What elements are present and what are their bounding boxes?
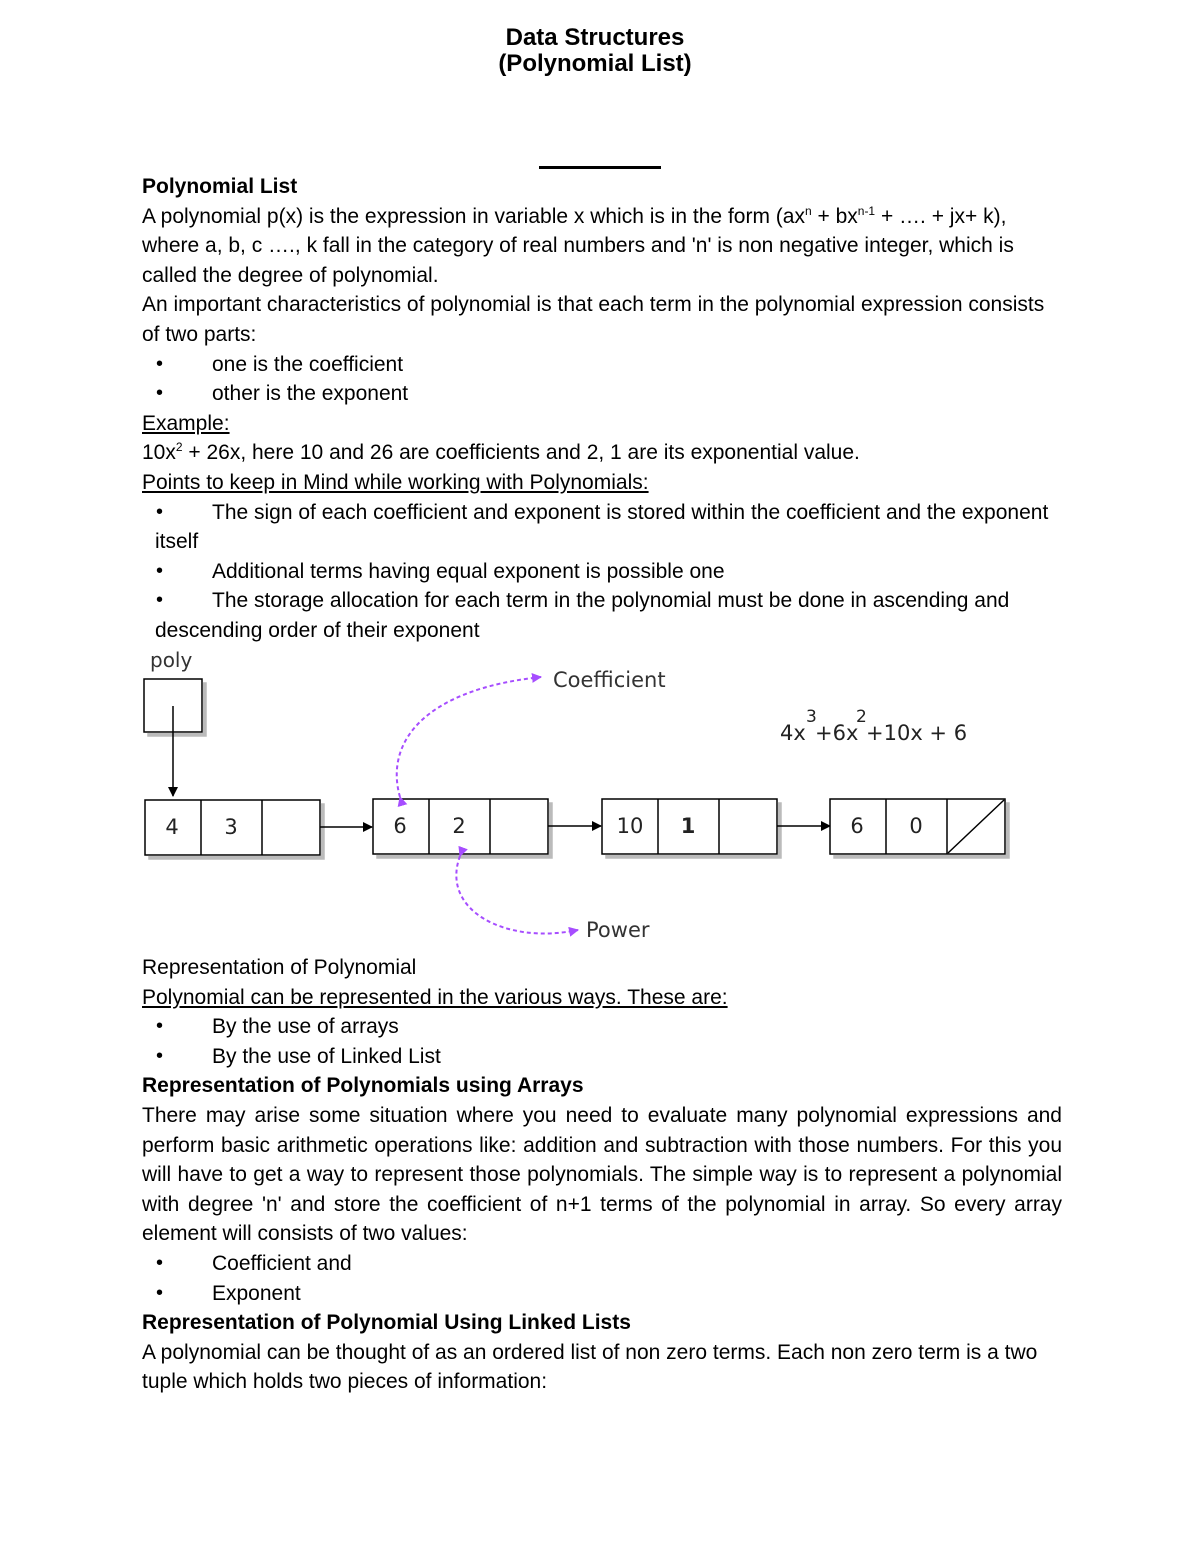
points-heading: Points to keep in Mind while working with Polynomials: [142, 470, 649, 494]
node-coefficient: 6 [850, 814, 864, 838]
power-pointer-arrow [456, 856, 578, 933]
expression-term: +10x + 6 [866, 721, 968, 745]
power-label: Power [586, 918, 650, 942]
poly-label: poly [150, 648, 193, 672]
list-item-exponent: • other is the exponent [142, 379, 1062, 409]
linked-list-paragraph: A polynomial can be thought of as an ordered list of non zero terms. Each non zero term is a two tuple which holds two pieces of information: [142, 1340, 1038, 1394]
array-value-item: • Exponent [142, 1279, 1062, 1309]
intro-paragraph: A polynomial p(x) is the expression in variable x which is in the form ($ax^n + bx^{n-1}$ + …. + jx+ k), where a, b, c …., k fall in the category of real numbers and 'n' is non negative integer, which is called the degree of polynomial. [142, 203, 1014, 287]
list-node [145, 800, 320, 855]
polynomial-list-section [142, 172, 1062, 646]
document-subtitle: (Polynomial List) [498, 50, 692, 77]
representation-section [142, 953, 1062, 1397]
expression-exponent: 3 [806, 707, 817, 727]
expression-term: +6x [815, 721, 859, 745]
document-title: Data Structures [505, 24, 685, 51]
way-item: • By the use of Linked List [142, 1042, 1062, 1072]
list-node [602, 799, 777, 854]
point-item: • The storage allocation for each term in the polynomial must be done in ascending and descending order of their exponent [142, 586, 1062, 645]
node-exponent: 3 [224, 815, 238, 839]
arrays-heading: Representation of Polynomials using Arrays [142, 1074, 584, 1098]
example-label: Example: [142, 411, 230, 435]
list-node [373, 799, 548, 854]
linked-list-diagram [0, 640, 1200, 955]
title-divider [539, 166, 661, 169]
linked-list-heading: Representation of Polynomial Using Linked Lists [142, 1311, 631, 1335]
ways-heading: Polynomial can be represented in the various ways. These are: [142, 985, 728, 1009]
node-coefficient: 10 [616, 814, 644, 838]
array-value-item: • Coefficient and [142, 1249, 1062, 1279]
arrays-paragraph: There may arise some situation where you need to evaluate many polynomial expressions and perform basic arithmetic operations like: addition and subtraction with those numbers. For this you will have to get a way to represent those polynomials. The simple way is to represent a polynomial with degree 'n' and store the coefficient of n+1 terms of the polynomial in array. So every array element will consists of two values: [142, 1103, 1062, 1246]
section-heading-polynomial-list: Polynomial List [142, 175, 298, 198]
characteristics-paragraph: An important characteristics of polynomial is that each term in the polynomial expression consists of two parts: [142, 293, 1045, 346]
node-coefficient: 6 [393, 814, 407, 838]
representation-title: Representation of Polynomial [142, 956, 417, 979]
node-exponent: 0 [909, 814, 923, 838]
coefficient-label: Coefficient [553, 668, 666, 692]
point-item: • Additional terms having equal exponent is possible one [142, 557, 1062, 587]
example-paragraph: $10x^2 + 26x$, here 10 and 26 are coefficients and 2, 1 are its exponential value. [142, 440, 860, 465]
list-node [830, 799, 1005, 854]
expression-term: 4x [780, 721, 806, 745]
polynomial-expression [780, 707, 967, 745]
list-item-coefficient: • one is the coefficient [142, 350, 1062, 380]
expression-exponent: 2 [856, 707, 867, 727]
coefficient-pointer-arrow [397, 677, 541, 797]
node-coefficient: 4 [165, 815, 179, 839]
node-exponent: 2 [452, 814, 466, 838]
node-exponent: 1 [680, 814, 696, 838]
point-item: • The sign of each coefficient and exponent is stored within the coefficient and the exponent itself [142, 498, 1062, 557]
way-item: • By the use of arrays [142, 1012, 1062, 1042]
